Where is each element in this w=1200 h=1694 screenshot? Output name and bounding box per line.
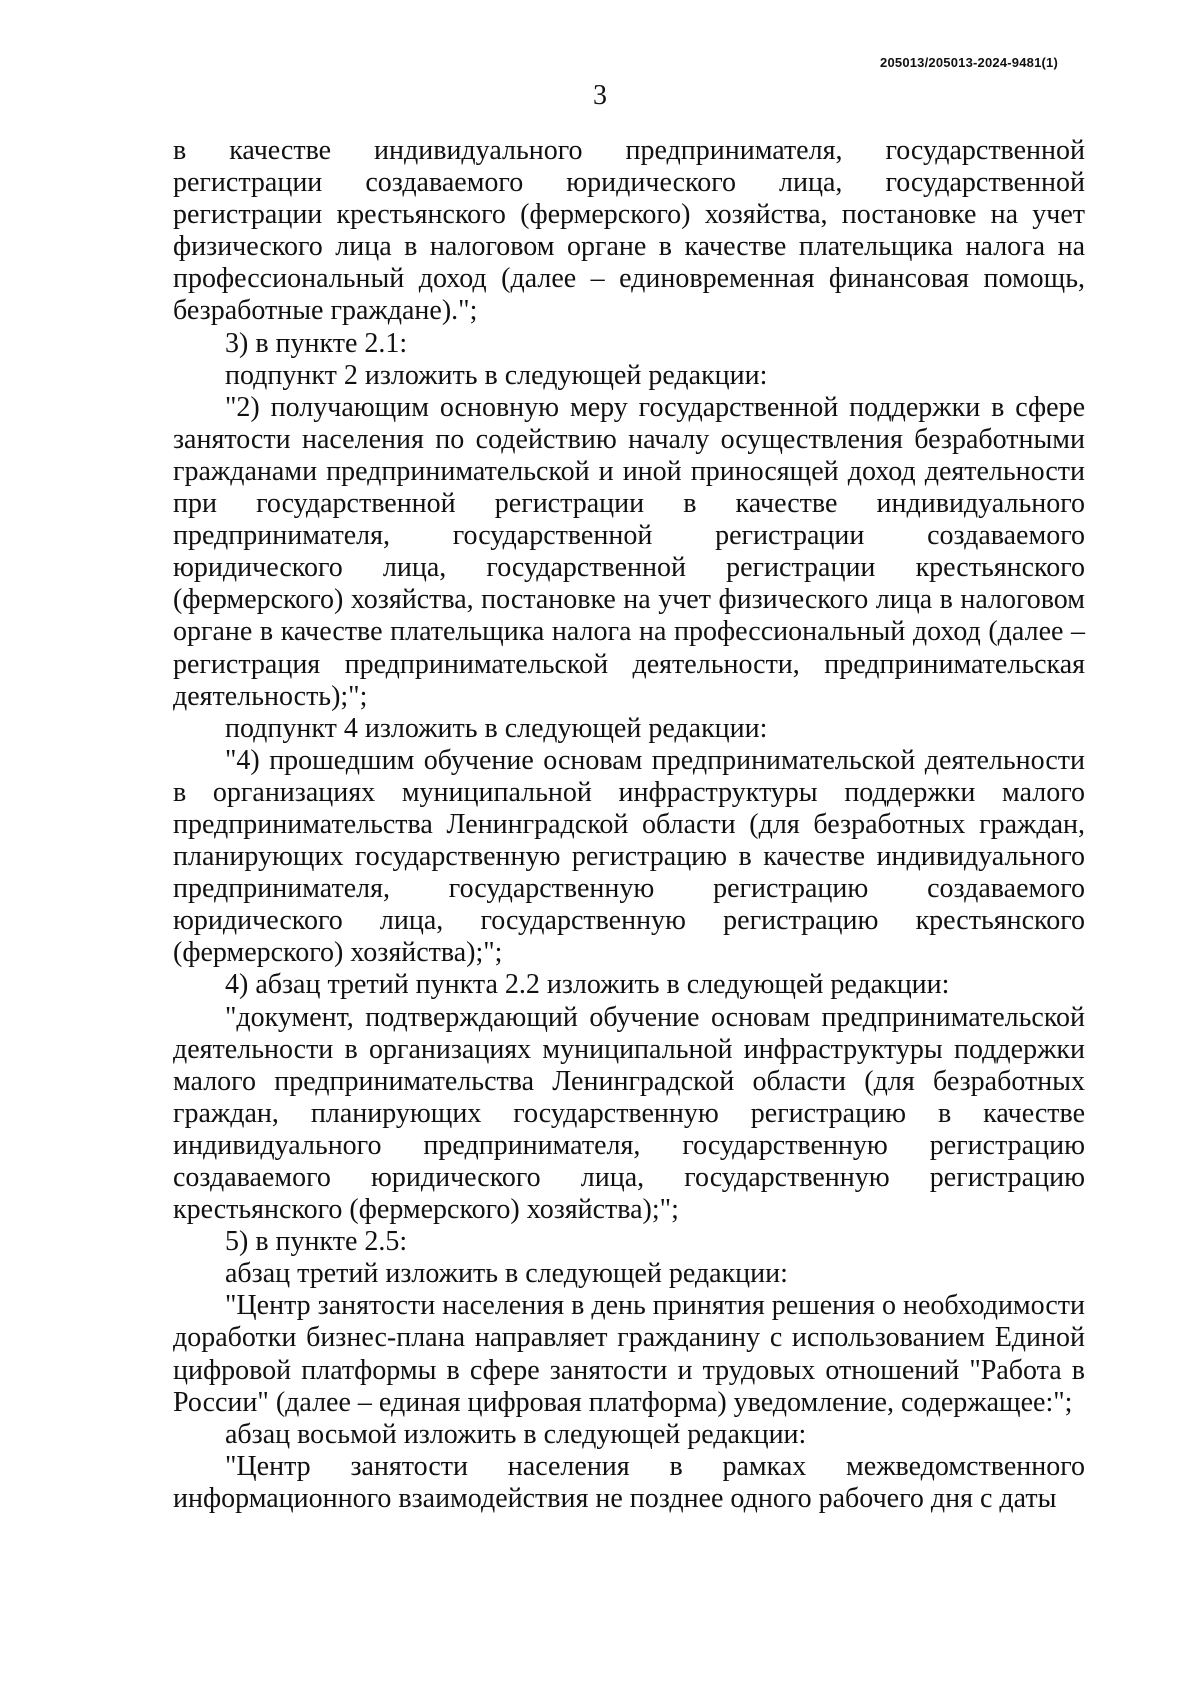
page-number: 3 bbox=[593, 80, 607, 111]
document-id: 205013/205013-2024-9481(1) bbox=[880, 55, 1058, 70]
paragraph: абзац восьмой изложить в следующей редакции: bbox=[225, 1418, 807, 1450]
paragraph: "Центр занятости населения в день принятия решения о необходимости доработки бизнес-плана направляет гражданину с использованием Единой цифровой платформы в сфере занятости и трудовых отношений "Работа в России" (далее – единая цифровая платформа) уведомление, содержащее:"; bbox=[173, 1290, 1085, 1418]
paragraph: подпункт 4 изложить в следующей редакции: bbox=[225, 712, 768, 744]
paragraph: "4) прошедшим обучение основам предпринимательской деятельности в организациях муниципальной инфраструктуры поддержки малого предпринимательства Ленинградской области (для безработных граждан, планирующих государственную регистрацию в качестве индивидуального предпринимателя, государственную регистрацию создаваемого юридического лица, государственную регистрацию крестьянского (фермерского) хозяйства);"; bbox=[173, 744, 1085, 969]
paragraph: "2) получающим основную меру государственной поддержки в сфере занятости населения по содействию началу осуществления безработными гражданами предпринимательской и иной приносящей доход деятельности при государственной регистрации в качестве индивидуального предпринимателя, государственной регистрации создаваемого юридического лица, государственной регистрации крестьянского (фермерского) хозяйства, постановке на учет физического лица в налоговом органе в качестве плательщика налога на профессиональный доход (далее – регистрация предпринимательской деятельности, предпринимательская деятельность);"; bbox=[173, 391, 1085, 712]
paragraph: в качестве индивидуального предпринимателя, государственной регистрации создаваемого юридического лица, государственной регистрации крестьянского (фермерского) хозяйства, постановке на учет физического лица в налоговом органе в качестве плательщика налога на профессиональный доход (далее – единовременная финансовая помощь, безработные граждане)."; bbox=[173, 135, 1085, 327]
paragraph: подпункт 2 изложить в следующей редакции: bbox=[225, 359, 768, 391]
paragraph: 3) в пункте 2.1: bbox=[225, 327, 408, 359]
document-body bbox=[173, 135, 1085, 1515]
paragraph: абзац третий изложить в следующей редакции: bbox=[225, 1258, 788, 1290]
paragraph: "документ, подтверждающий обучение основам предпринимательской деятельности в организациях муниципальной инфраструктуры поддержки малого предпринимательства Ленинградской области (для безработных граждан, планирующих государственную регистрацию в качестве индивидуального предпринимателя, государственную регистрацию создаваемого юридического лица, государственную регистрацию крестьянского (фермерского) хозяйства);"; bbox=[173, 1001, 1085, 1226]
paragraph: "Центр занятости населения в рамках межведомственного информационного взаимодействия не позднее одного рабочего дня с даты bbox=[173, 1450, 1085, 1514]
paragraph: 5) в пункте 2.5: bbox=[225, 1226, 408, 1258]
paragraph: 4) абзац третий пункта 2.2 изложить в следующей редакции: bbox=[225, 969, 950, 1001]
